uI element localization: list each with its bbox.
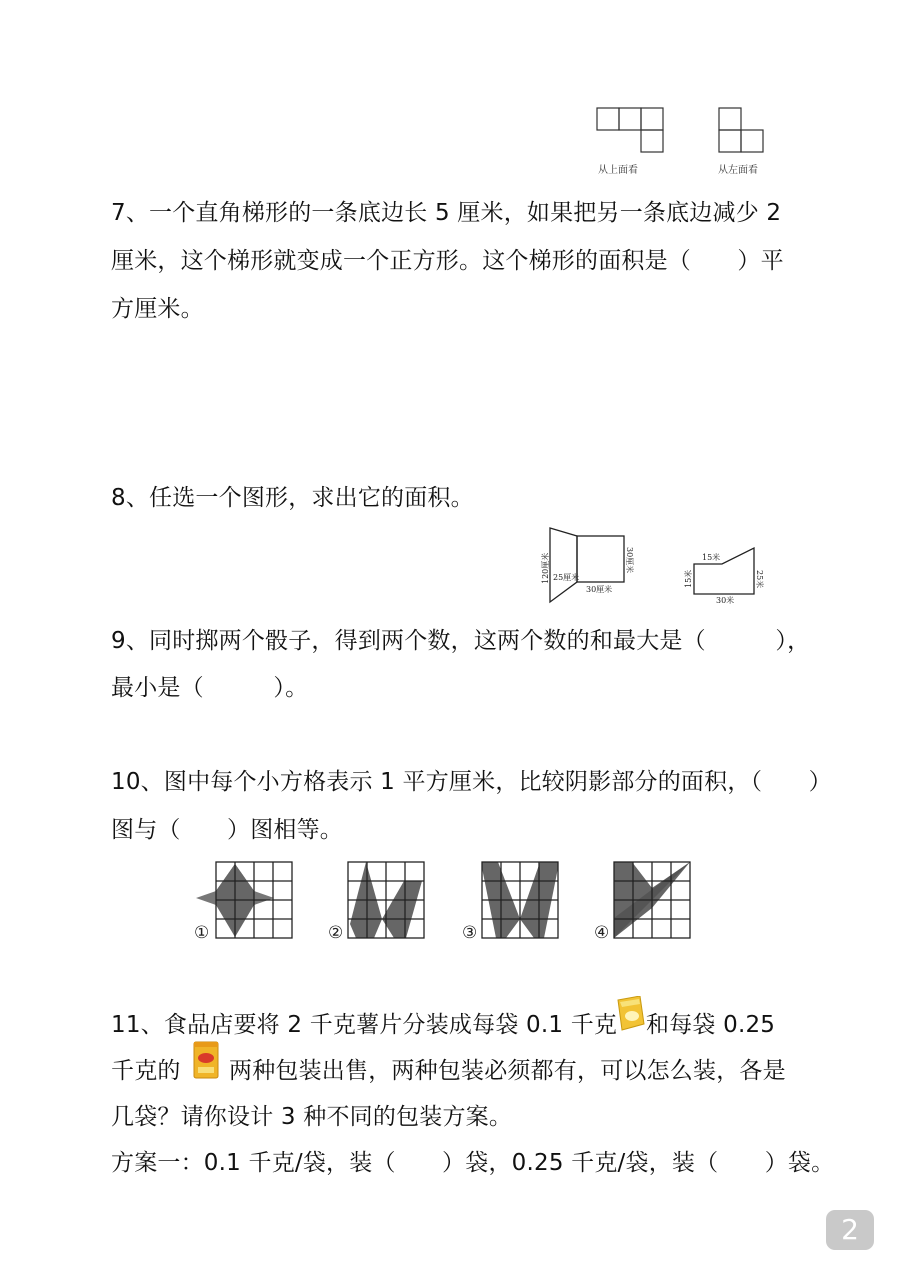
page-number-badge: 2 — [826, 1210, 874, 1250]
view-from-left-caption: 从左面看 — [718, 165, 758, 176]
view-from-top-caption: 从上面看 — [598, 165, 638, 176]
grid-label-3: ③ — [462, 923, 478, 942]
question-11-line-1b: 和每袋 0.25 — [646, 1012, 776, 1038]
fig2-left-label: 15米 — [684, 569, 693, 588]
question-11-line-2b: 两种包装出售，两种包装必须都有，可以怎么装，各是 — [229, 1058, 786, 1084]
question-8-line-1: 8、任选一个图形，求出它的面积。 — [111, 485, 474, 511]
grid-figure-1 — [190, 858, 300, 942]
question-10-line-2: 图与（ ）图相等。 — [111, 817, 343, 843]
grid-figure-3 — [460, 858, 570, 942]
chips-bag-large-icon — [191, 1040, 221, 1080]
fig1-bottom-label: 30厘米 — [586, 585, 613, 594]
question-7-line-3: 方厘米。 — [111, 296, 204, 322]
fig2-top-label: 15米 — [702, 553, 721, 562]
view-from-left-figure — [717, 106, 767, 154]
composite-shape-figure-2 — [680, 540, 775, 606]
fig2-bottom-label: 30米 — [716, 596, 735, 605]
question-11-line-2a: 千克的 — [111, 1058, 181, 1084]
question-11-line-3: 几袋？请你设计 3 种不同的包装方案。 — [111, 1104, 513, 1130]
question-7-line-2: 厘米，这个梯形就变成一个正方形。这个梯形的面积是（ ）平 — [111, 248, 784, 274]
question-9-line-1: 9、同时掷两个骰子，得到两个数，这两个数的和最大是（ ）， — [111, 628, 811, 654]
question-7-line-1: 7、一个直角梯形的一条底边长 5 厘米，如果把另一条底边减少 2 — [111, 200, 782, 226]
view-from-top-figure — [595, 106, 667, 154]
fig2-right-label: 25米 — [755, 570, 764, 589]
fig1-left-label: 120厘米 — [541, 552, 550, 584]
grid-figure-2 — [326, 858, 436, 942]
question-11-line-4: 方案一：0.1 千克/袋，装（ ）袋，0.25 千克/袋，装（ ）袋。 — [111, 1150, 835, 1176]
grid-label-1: ① — [194, 923, 210, 942]
question-10-line-1: 10、图中每个小方格表示 1 平方厘米，比较阴影部分的面积，（ ） — [111, 769, 832, 795]
composite-shape-figure-1 — [540, 524, 640, 606]
question-11-line-1a: 11、食品店要将 2 千克薯片分装成每袋 0.1 千克 — [111, 1012, 618, 1038]
chips-bag-small-icon — [612, 996, 646, 1032]
question-9-line-2: 最小是（ ）。 — [111, 675, 309, 701]
fig1-bottom-left-label: 25厘米 — [553, 573, 580, 582]
grid-figure-4 — [592, 858, 702, 942]
grid-label-4: ④ — [594, 923, 610, 942]
fig1-right-label: 30厘米 — [625, 547, 634, 574]
grid-label-2: ② — [328, 923, 344, 942]
